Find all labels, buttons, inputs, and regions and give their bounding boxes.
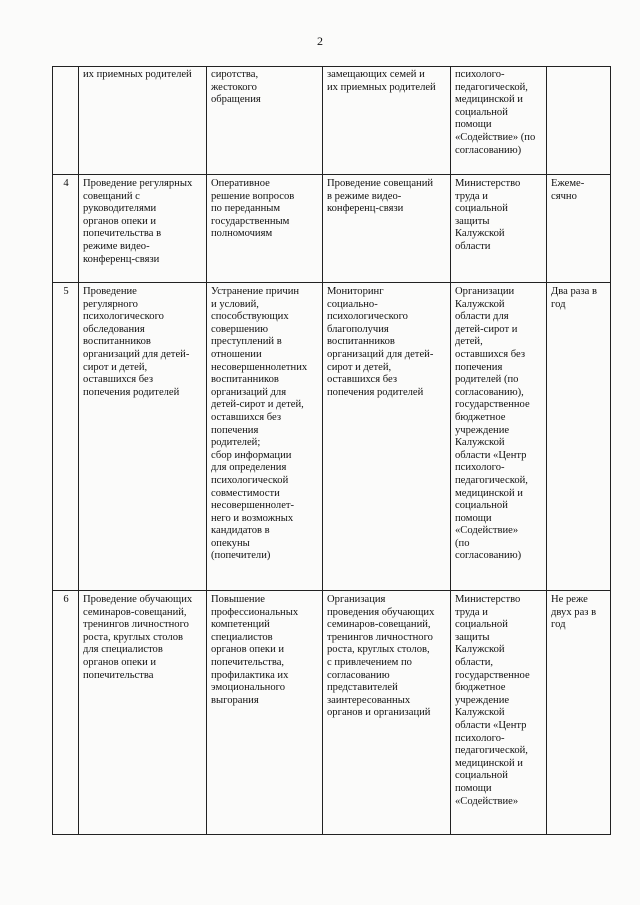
row-number: 4 [53,175,79,283]
result-cell: Проведение совещаний в режиме видео- конференц-связи [323,175,451,283]
responsible-cell: Министерство труда и социальной защиты Калужской области, государственное бюджетное учреждение Калужской области «Центр психолого- педагогической, медицинской и социальной помощи «Содействие» [451,591,547,835]
row-number: 6 [53,591,79,835]
goal-cell: Устранение причин и условий, способствующих совершению преступлений в отношении несовершеннолетних воспитанников организаций для детей-сирот и детей, оставшихся без попечения родителей; сбор информации для определения психологической совместимости несовершеннолет- него и возможных кандидатов в опекуны (попечители) [207,283,323,591]
period-cell [547,67,611,175]
table-row [53,175,611,283]
row-number [53,67,79,175]
measures-table [52,66,611,835]
event-cell: Проведение регулярных совещаний с руководителями органов опеки и попечительства в режиме видео- конференц-связи [79,175,207,283]
event-cell: Проведение регулярного психологического обследования воспитанников организаций для детей- сирот и детей, оставшихся без попечения родителей [79,283,207,591]
goal-cell: сиротства, жестокого обращения [207,67,323,175]
period-cell: Не реже двух раз в год [547,591,611,835]
result-cell: замещающих семей и их приемных родителей [323,67,451,175]
event-cell: их приемных родителей [79,67,207,175]
result-cell: Организация проведения обучающих семинаров-совещаний, тренингов личностного роста, круглых столов, с привлечением по согласованию представителей заинтересованных органов и организаций [323,591,451,835]
goal-cell: Оперативное решение вопросов по переданным государственным полномочиям [207,175,323,283]
event-cell: Проведение обучающих семинаров-совещаний, тренингов личностного роста, круглых столов для специалистов органов опеки и попечительства [79,591,207,835]
goal-cell: Повышение профессиональных компетенций специалистов органов опеки и попечительства, профилактика их эмоционального выгорания [207,591,323,835]
result-cell: Мониторинг социально- психологического благополучия воспитанников организаций для детей- сирот и детей, оставшихся без попечения родителей [323,283,451,591]
period-cell: Два раза в год [547,283,611,591]
page-number: 2 [317,34,323,48]
period-cell: Ежеме- сячно [547,175,611,283]
table-row [53,591,611,835]
table-row [53,67,611,175]
responsible-cell: Организации Калужской области для детей-сирот и детей, оставшихся без попечения родителей (по согласованию), государственное бюджетное учреждение Калужской области «Центр психолого- педагогической, медицинской и социальной помощи «Содействие» (по согласованию) [451,283,547,591]
responsible-cell: Министерство труда и социальной защиты Калужской области [451,175,547,283]
row-number: 5 [53,283,79,591]
table-row [53,283,611,591]
responsible-cell: психолого- педагогической, медицинской и социальной помощи «Содействие» (по согласованию) [451,67,547,175]
